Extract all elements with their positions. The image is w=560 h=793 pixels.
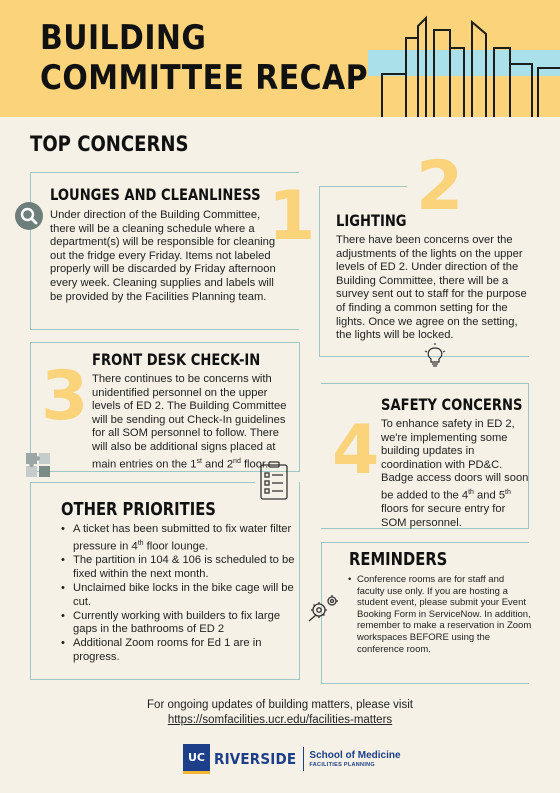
concern-number-3: 3: [41, 357, 89, 436]
header-banner: [0, 0, 560, 117]
title-line-1: BUILDING: [40, 18, 207, 58]
city-skyline-icon: [360, 8, 560, 117]
lounges-body: Under direction of the Building Committee, there will be a cleaning schedule where a department(s) will be responsible for cleaning out the fridge every Friday. Items not labeled properly will be discarded by Friday afternoon every week. Cleaning supplies and labels will be provided by the Facilities Planning team.: [50, 209, 276, 303]
puzzle-icon: [24, 451, 52, 479]
reminders-heading: REMINDERS: [349, 549, 448, 570]
magnifier-icon: [14, 201, 44, 231]
riverside-wordmark: RIVERSIDE: [214, 750, 297, 768]
reminders-list: [348, 574, 533, 655]
front-desk-heading: FRONT DESK CHECK-IN: [92, 350, 261, 369]
list-item: • The partition in 104 & 106 is scheduled to be fixed within the next month.: [61, 554, 296, 581]
concern-number-1: 1: [268, 177, 316, 256]
lighting-heading: LIGHTING: [336, 211, 407, 230]
facilities-matters-link[interactable]: https://somfacilities.ucr.edu/facilities-matters: [167, 714, 393, 726]
list-item: • Unclaimed bike locks in the bike cage will be cut.: [61, 582, 296, 609]
title-line-2: COMMITTEE RECAP: [40, 58, 368, 98]
logo-divider: [303, 747, 304, 771]
list-item: • Currently working with builders to fix large gaps in the bathrooms of ED 2: [61, 610, 296, 637]
list-item: • A ticket has been submitted to fix water filter pressure in 4th floor lounge.: [61, 523, 296, 554]
concern-number-2: 2: [416, 147, 464, 226]
other-priorities-list: [61, 523, 296, 665]
other-priorities-top: [30, 482, 255, 483]
list-item: • Conference rooms are for staff and faculty use only. If you are hosting a student event, please submit your Event Booking Form in ServiceNow. In addition, remember to make a reservation in Zoom workspaces BEFORE using the conference room.: [348, 574, 533, 655]
ucr-logo: [183, 744, 401, 774]
front-desk-body: There continues to be concerns with unidentified personnel on the upper levels of ED 2. The Building Committee will be sending out Check-In guidelines for all SOM personnel to follow. There will also be additional signs placed at main entries on the 1st and 2nd floor.: [92, 373, 287, 471]
section-title: TOP CONCERNS: [30, 132, 189, 156]
concern-number-4: 4: [332, 411, 380, 490]
footer-text: For ongoing updates of building matters, please visit: [147, 699, 413, 711]
lounges-heading: LOUNGES AND CLEANLINESS: [50, 185, 261, 204]
lighting-body: There have been concerns over the adjustments of the lights on the upper levels of ED 2. Under direction of the Building Committee, there will be a survey sent out to staff for the purpose of finding a common setting for the lights. Once we agree on the setting, the lights will be locked.: [336, 234, 527, 342]
school-label: School of Medicine FACILITIES PLANNING: [309, 749, 401, 768]
footer-link-wrap: [0, 714, 560, 726]
content-area: [0, 117, 560, 793]
page-title: [40, 18, 368, 98]
lightbulb-icon: [423, 343, 447, 369]
safety-body: To enhance safety in ED 2, we're implementing some building updates in coordination with PD&C. Badge access doors will soon be added to the 4th and 5th floors for secure entry for SOM personnel.: [381, 418, 529, 529]
uc-badge: UC: [183, 744, 210, 774]
gears-icon: [307, 593, 341, 623]
lighting-card-top: [319, 186, 407, 187]
other-priorities-heading: OTHER PRIORITIES: [61, 499, 216, 520]
list-item: • Additional Zoom rooms for Ed 1 are in progress.: [61, 637, 296, 664]
safety-heading: SAFETY CONCERNS: [381, 395, 523, 414]
